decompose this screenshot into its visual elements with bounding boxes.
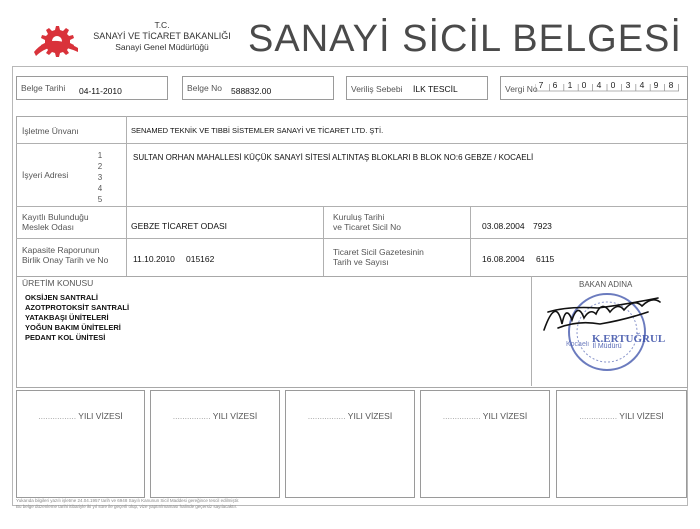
vize-dots: ................ — [579, 411, 618, 421]
gazete-no: 6115 — [536, 254, 555, 264]
adres-value: SULTAN ORHAN MAHALLESİ KÜÇÜK SANAYİ SİTESİ ALTINTAŞ BLOKLARI B BLOK NO:6 GEBZE / KOCAELİ — [133, 153, 534, 162]
kapasite-label-line1: Kapasite Raporunun — [22, 245, 100, 255]
production-list — [25, 293, 129, 343]
verilis-box — [346, 76, 488, 100]
production-item: OKSİJEN SANTRALİ — [25, 293, 98, 302]
vize-text: YILI VİZESİ — [212, 411, 258, 421]
production-item: PEDANT KOL ÜNİTESİ — [25, 333, 106, 342]
vergi-digit: 0 — [581, 80, 587, 90]
footer-notes — [16, 498, 239, 510]
vize-box-1 — [16, 390, 145, 498]
kurulus-label — [333, 212, 401, 232]
kurulus-label-line2: ve Ticaret Sicil No — [333, 222, 402, 232]
belge-no-label: Belge No — [187, 83, 222, 93]
gear-logo-icon — [30, 20, 82, 60]
gazete-label-line1: Ticaret Sicil Gazetesinin — [333, 247, 424, 257]
vize-box-5 — [556, 390, 687, 498]
directorate-name: Sanayi Genel Müdürlüğü — [115, 42, 209, 52]
verilis-label: Veriliş Sebebi — [351, 84, 403, 94]
kapasite-no: 015162 — [186, 254, 215, 264]
vize-box-3 — [285, 390, 415, 498]
belge-tarihi-value: 04-11-2010 — [79, 86, 122, 96]
gazete-label — [333, 247, 424, 267]
production-item: YOĞUN BAKIM ÜNİTELERİ — [25, 323, 121, 332]
vize-text: YILI VİZESİ — [347, 411, 393, 421]
kurulus-no: 7923 — [533, 221, 552, 231]
adres-line-number: 4 — [97, 184, 103, 193]
production-item: AZOTPROTOKSİT SANTRALİ — [25, 303, 130, 312]
vize-text: YILI VİZESİ — [482, 411, 528, 421]
verilis-value: İLK TESCİL — [413, 84, 458, 94]
adres-line-number: 5 — [97, 195, 103, 204]
meslek-label-line1: Kayıtlı Bulunduğu — [22, 212, 89, 222]
vize-label — [557, 411, 686, 421]
vergi-digit: 1 — [567, 80, 573, 90]
vize-label — [17, 411, 144, 421]
vize-text: YILI VİZESİ — [78, 411, 123, 421]
vergi-digit: 8 — [668, 80, 674, 90]
ministry-logo — [30, 20, 82, 60]
kurulus-date: 03.08.2004 — [482, 221, 525, 231]
unvan-label: İşletme Ünvanı — [22, 126, 79, 136]
vize-label — [151, 411, 279, 421]
adres-line-number: 1 — [97, 151, 103, 160]
vergi-digit: 7 — [538, 80, 544, 90]
production-label: ÜRETİM KONUSU — [22, 278, 94, 288]
vize-text: YILI VİZESİ — [619, 411, 664, 421]
vize-dots: ................ — [172, 411, 211, 421]
document-title: SANAYİ SİCİL BELGESİ — [248, 18, 682, 60]
signature — [538, 290, 668, 340]
vergi-digit: 0 — [610, 80, 616, 90]
vize-dots: ................ — [38, 411, 77, 421]
adres-line-number: 3 — [97, 173, 103, 182]
vergi-digit: 6 — [552, 80, 558, 90]
gazete-label-line2: Tarih ve Sayısı — [333, 257, 389, 267]
vize-label — [421, 411, 549, 421]
vergi-digit: 4 — [639, 80, 645, 90]
vergi-digit: 4 — [596, 80, 602, 90]
ministry-header — [82, 20, 242, 53]
kapasite-date: 11.10.2010 — [133, 254, 175, 264]
signature-scribble-icon — [538, 290, 668, 340]
adres-label: İşyeri Adresi — [22, 170, 69, 180]
vize-dots: ................ — [307, 411, 346, 421]
stamp-left-text: Kocaeli — [566, 341, 589, 348]
ministry-name: SANAYİ VE TİCARET BAKANLIĞI — [93, 31, 231, 41]
meslek-value: GEBZE TİCARET ODASI — [131, 221, 228, 231]
belge-tarihi-box — [16, 76, 168, 100]
belge-no-box — [182, 76, 334, 100]
vergi-digit: 9 — [653, 80, 659, 90]
vergi-digit: 3 — [625, 80, 631, 90]
vergi-no-label: Vergi No — [505, 84, 538, 94]
adres-line-number: 2 — [97, 162, 103, 171]
meslek-label — [22, 212, 89, 232]
kapasite-label-line2: Birlik Onay Tarih ve No — [22, 255, 109, 265]
adres-line-numbers — [95, 150, 105, 205]
belge-no-value: 588832.00 — [231, 86, 272, 96]
tc-label: T.C. — [154, 20, 170, 30]
vize-dots: ................ — [442, 411, 481, 421]
kurulus-label-line1: Kuruluş Tarihi — [333, 212, 385, 222]
vize-box-2 — [150, 390, 280, 498]
gazete-date: 16.08.2004 — [482, 254, 525, 264]
vize-label — [286, 411, 414, 421]
vize-box-4 — [420, 390, 550, 498]
belge-tarihi-label: Belge Tarihi — [21, 83, 66, 93]
unvan-value: SENAMED TEKNİK VE TIBBİ SİSTEMLER SANAYİ VE TİCARET LTD. ŞTİ. — [131, 126, 384, 135]
kapasite-label — [22, 245, 108, 265]
stamp-title: İl Müdürü — [592, 343, 622, 350]
production-item: YATAKBAŞI ÜNİTELERİ — [25, 313, 109, 322]
bakan-adina-label: BAKAN ADINA — [579, 280, 633, 289]
meslek-label-line2: Meslek Odası — [22, 222, 74, 232]
stamp-name: K.ERTUĞRUL — [592, 333, 666, 345]
footer-line: Bu belge düzenleme tarihi itibariyle iki yıl süre ile geçerli olup, vize yaptırılmaması halinde geçersiz sayılacaktır. — [16, 504, 238, 509]
footer-line: Yukarıda bilgileri yazılı işletme 24.04.1957 tarih ve 6948 Sayılı Kanunun Sicil Maddesi gereğince tescil edilmiştir. — [16, 498, 240, 503]
